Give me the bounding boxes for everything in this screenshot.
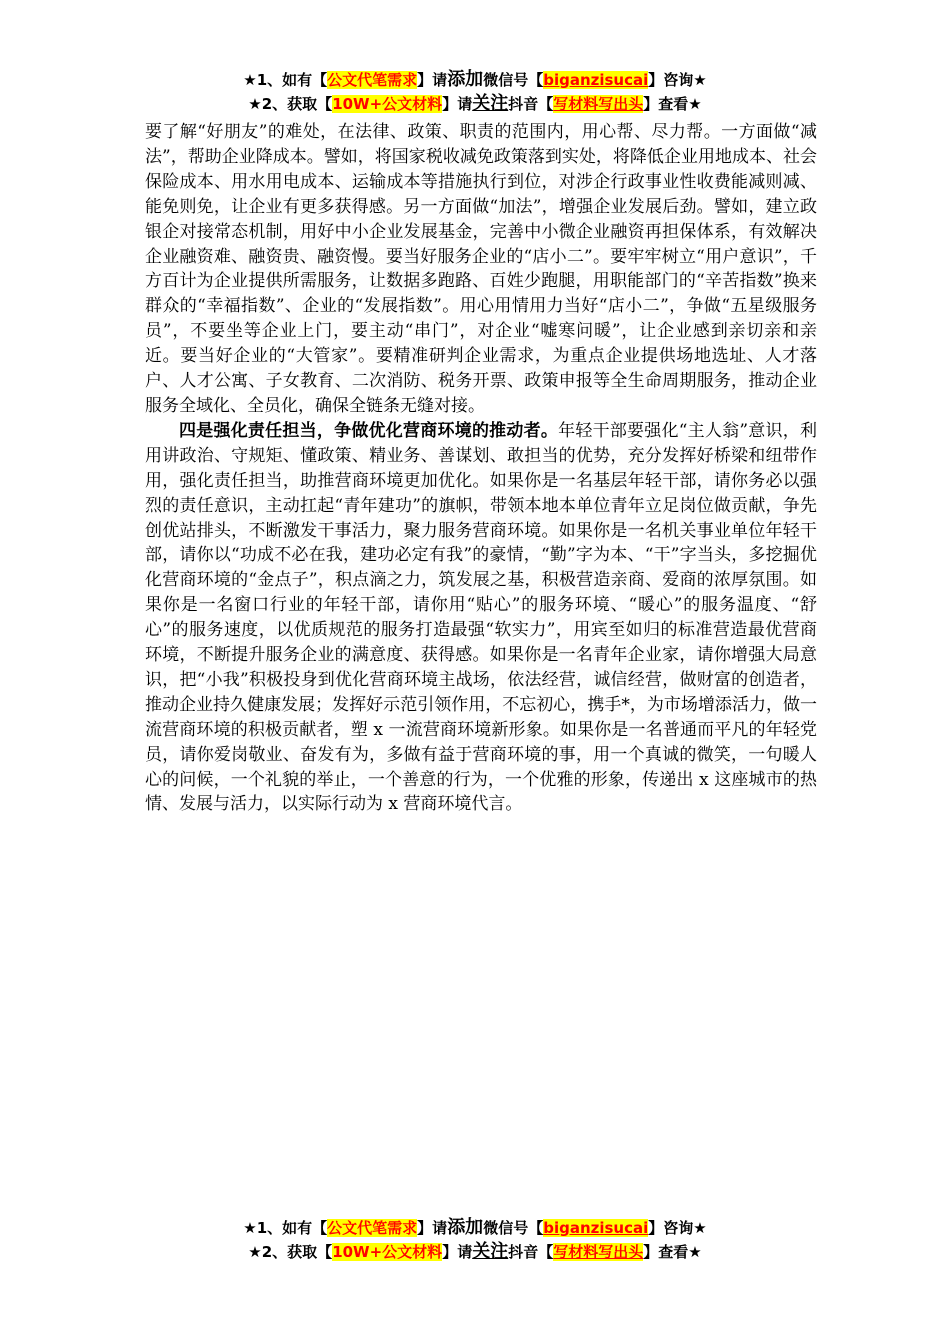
footer-line-1-prefix: ★1、如有【 [243,1219,328,1237]
footer-line-2-mid-1: 】请 [442,1243,473,1261]
footer-line-1-mid-2: 微信号【 [483,1219,544,1237]
header-banner [0,68,950,116]
banner-line-2-suffix: 】查看★ [643,95,702,113]
banner-line-1 [0,68,950,92]
footer-line-1-highlight-2: biganzisucai [543,1219,649,1237]
footer-line-2-mid-2: 抖音【 [508,1243,554,1261]
footer-line-2-prefix: ★2、获取【 [248,1243,333,1261]
footer-line-1-suffix: 】咨询★ [648,1219,707,1237]
banner-line-2-prefix: ★2、获取【 [248,95,333,113]
paragraph-1: 要了解“好朋友”的难处，在法律、政策、职责的范围内，用心帮、尽力帮。一方面做“减法”，帮助企业降成本。譬如，将国家税收减免政策落到实处，将降低企业用地成本、社会保险成本、用水用电成本、运输成本等措施执行到位，对涉企行政事业性收费能减则减、能免则免，让企业有更多获得感。另一方面做“加法”，增强企业发展后劲。譬如，建立政银企对接常态机制，用好中小企业发展基金，完善中小微企业融资再担保体系，有效解决企业融资难、融资贵、融资慢。要当好服务企业的“店小二”。要牢牢树立“用户意识”，千方百计为企业提供所需服务，让数据多跑路、百姓少跑腿，用职能部门的“辛苦指数”换来群众的“幸福指数”、企业的“发展指数”。用心用情用力当好“店小二”，争做“五星级服务员”，不要坐等企业上门，要主动“串门”，对企业“嘘寒问暖”，让企业感到亲切亲和亲近。要当好企业的“大管家”。要精准研判企业需求，为重点企业提供场地选址、人才落户、人才公寓、子女教育、二次消防、税务开票、政策申报等全生命周期服务，推动企业服务全域化、全员化，确保全链条无缝对接。 [145,122,817,416]
footer-line-1-mid-1: 】请 [417,1219,448,1237]
banner-line-1-highlight-1: 公文代笔需求 [327,71,418,89]
footer-line-2-highlight-1: 10W+公文材料 [332,1243,443,1261]
banner-line-2 [0,92,950,116]
paragraph-2-heading: 四是强化责任担当，争做优化营商环境的推动者。 [179,420,559,441]
banner-line-1-mid-2: 微信号【 [483,71,544,89]
footer-line-2-emphasis: 关注 [472,1241,509,1262]
banner-line-2-highlight-1: 10W+公文材料 [332,95,443,113]
banner-line-1-emphasis: 添加 [447,69,484,90]
banner-line-1-prefix: ★1、如有【 [243,71,328,89]
banner-line-1-mid-1: 】请 [417,71,448,89]
banner-line-1-highlight-2: biganzisucai [543,71,649,89]
footer-line-2-suffix: 】查看★ [643,1243,702,1261]
banner-line-2-highlight-2: 写材料写出头 [553,95,644,113]
document-body [145,120,817,817]
footer-line-1-highlight-1: 公文代笔需求 [327,1219,418,1237]
footer-line-1-emphasis: 添加 [447,1217,484,1238]
footer-banner [0,1216,950,1264]
banner-line-2-emphasis: 关注 [472,93,509,114]
paragraph-2 [145,419,817,818]
banner-line-2-mid-2: 抖音【 [508,95,554,113]
footer-line-2-highlight-2: 写材料写出头 [553,1243,644,1261]
banner-line-1-suffix: 】咨询★ [648,71,707,89]
footer-banner-line-1 [0,1216,950,1240]
paragraph-2-text: 年轻干部要强化“主人翁”意识，利用讲政治、守规矩、懂政策、精业务、善谋划、敢担当的优势，充分发挥好桥梁和纽带作用，强化责任担当，助推营商环境更加优化。如果你是一名基层年轻干部，请你务必以强烈的责任意识，主动扛起“青年建功”的旗帜，带领本地本单位青年立足岗位做贡献，争先创优站排头，不断激发干事活力，聚力服务营商环境。如果你是一名机关事业单位年轻干部，请你以“功成不必在我，建功必定有我”的豪情，“勤”字为本、“干”字当头，多挖掘优化营商环境的“金点子”，积点滴之力，筑发展之基，积极营造亲商、爱商的浓厚氛围。如果你是一名窗口行业的年轻干部，请你用“贴心”的服务环境、“暖心”的服务温度、“舒心”的服务速度，以优质规范的服务打造最强“软实力”，用宾至如归的标准营造最优营商环境，不断提升服务企业的满意度、获得感。如果你是一名青年企业家，请你增强大局意识，把“小我”积极投身到优化营商环境主战场，依法经营，诚信经营，做财富的创造者，推动企业持久健康发展；发挥好示范引领作用，不忘初心，携手*，为市场增添活力，做一流营商环境的积极贡献者，塑 x 一流营商环境新形象。如果你是一名普通而平凡的年轻党员，请你爱岗敬业、奋发有为，多做有益于营商环境的事，用一个真诚的微笑，一句暖人心的问候，一个礼貌的举止，一个善意的行为，一个优雅的形象，传递出 x 这座城市的热情、发展与活力，以实际行动为 x 营商环境代言。 [145,420,817,815]
banner-line-2-mid-1: 】请 [442,95,473,113]
footer-banner-line-2 [0,1240,950,1264]
